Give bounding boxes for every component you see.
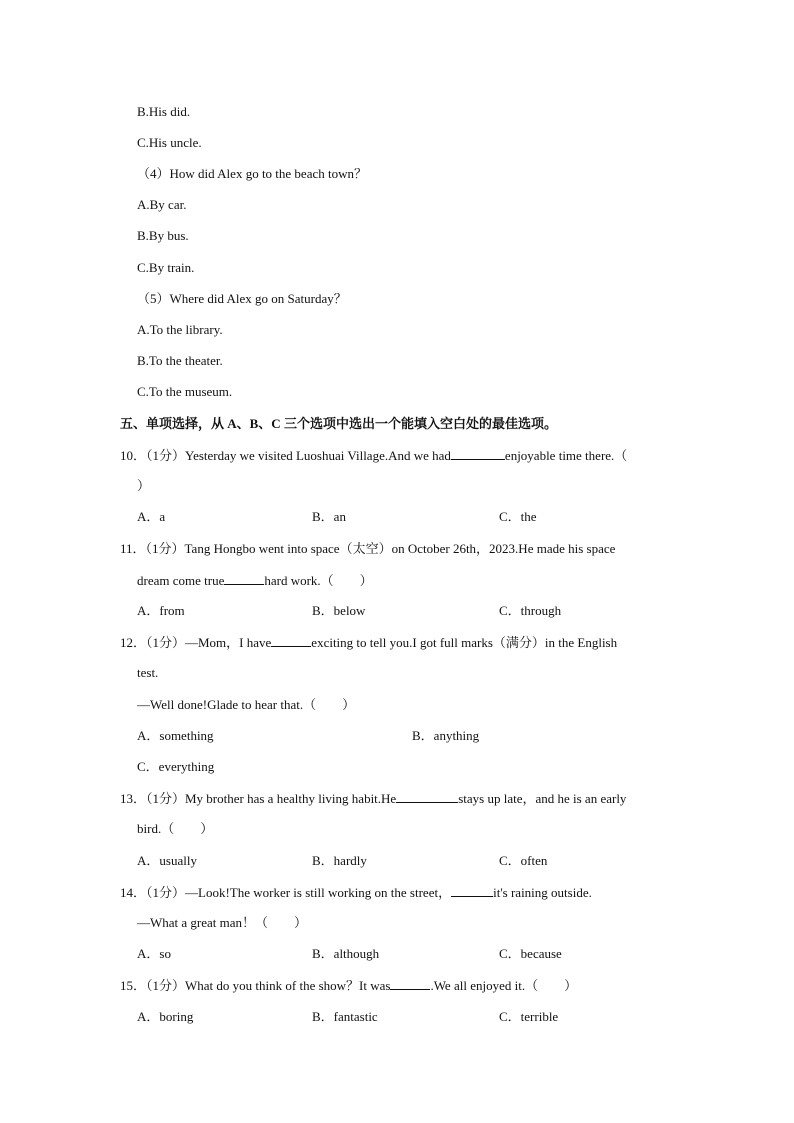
- q14-blank: [451, 884, 493, 897]
- q5-option-b: B.To the theater.: [137, 353, 223, 368]
- q11-option-a: A．from: [137, 603, 185, 618]
- q13-stem: [120, 790, 626, 807]
- q15-blank: [390, 977, 430, 990]
- q13-blank: [396, 790, 458, 803]
- q3-option-c: C.His uncle.: [137, 135, 202, 150]
- q12-option-b: B．anything: [412, 728, 480, 743]
- q14-option-b: B．although: [312, 946, 380, 961]
- q13-stem-post: stays up late，and he is an early: [458, 791, 627, 806]
- q10-option-b: B．an: [312, 509, 346, 524]
- q11-stem-post: hard work.（ ）: [264, 573, 373, 588]
- q3-option-b: B.His did.: [137, 104, 191, 119]
- q5-option-a: A.To the library.: [137, 322, 223, 337]
- q15-stem-pre: 15．（1分）What do you think of the show？It was: [120, 978, 391, 993]
- q10-option-a: A．a: [137, 509, 166, 524]
- q14-option-a: A．so: [137, 946, 171, 961]
- q10-option-c: C．the: [499, 509, 537, 524]
- q15-option-c: C．terrible: [499, 1009, 559, 1024]
- q12-stem: [120, 634, 617, 651]
- q15-stem-post: .We all enjoyed it.（ ）: [430, 978, 578, 993]
- q14-stem: [120, 884, 592, 901]
- q12-stem-post: exciting to tell you.I got full marks（满分）in the English: [311, 635, 618, 650]
- q11-stem: 11．（1分）Tang Hongbo went into space（太空）on October 26th，2023.He made his space: [120, 541, 616, 556]
- q13-option-a: A．usually: [137, 853, 197, 868]
- q11-option-b: B．below: [312, 603, 366, 618]
- q11-stem-pre: dream come true: [137, 573, 225, 588]
- q4-option-b: B.By bus.: [137, 228, 189, 243]
- q11-blank: [224, 572, 264, 585]
- q12-option-c: C．everything: [137, 759, 215, 774]
- q12-blank: [271, 634, 311, 647]
- q14-stem-line2: —What a great man！（ ）: [137, 915, 308, 930]
- q10-blank: [451, 447, 505, 460]
- q15-option-a: A．boring: [137, 1009, 194, 1024]
- q14-stem-pre: 14．（1分）—Look!The worker is still working on the street，: [120, 885, 452, 900]
- q5-option-c: C.To the museum.: [137, 384, 233, 399]
- q12-stem-pre: 12．（1分）—Mom，I have: [120, 635, 272, 650]
- q10-stem-pre: 10．（1分）Yesterday we visited Luoshuai Village.And we had: [120, 448, 451, 463]
- q14-option-c: C．because: [499, 946, 562, 961]
- q12-option-a: A．something: [137, 728, 214, 743]
- q13-stem-line2: bird.（ ）: [137, 821, 214, 836]
- q11-stem-line2: [137, 572, 373, 589]
- q12-stem-line2: test.: [137, 665, 159, 680]
- section-title: 五、单项选择，从 A、B、C 三个选项中选出一个能填入空白处的最佳选项。: [120, 416, 557, 431]
- q13-option-c: C．often: [499, 853, 548, 868]
- q4-stem: （4）How did Alex go to the beach town？: [137, 166, 367, 181]
- q10-stem-line2: ）: [137, 478, 151, 493]
- q10-stem-post: enjoyable time there.（: [504, 448, 628, 463]
- q4-option-a: A.By car.: [137, 197, 187, 212]
- q15-option-b: B．fantastic: [312, 1009, 378, 1024]
- q4-option-c: C.By train.: [137, 260, 195, 275]
- q14-stem-post: it's raining outside.: [493, 885, 592, 900]
- q13-stem-pre: 13．（1分）My brother has a healthy living habit.He: [120, 791, 397, 806]
- q15-stem: [120, 977, 577, 994]
- q11-option-c: C．through: [499, 603, 562, 618]
- q13-option-b: B．hardly: [312, 853, 367, 868]
- q12-stem-line3: —Well done!Glade to hear that.（ ）: [137, 697, 356, 712]
- q10-stem: [120, 447, 627, 464]
- q5-stem: （5）Where did Alex go on Saturday？: [137, 291, 347, 306]
